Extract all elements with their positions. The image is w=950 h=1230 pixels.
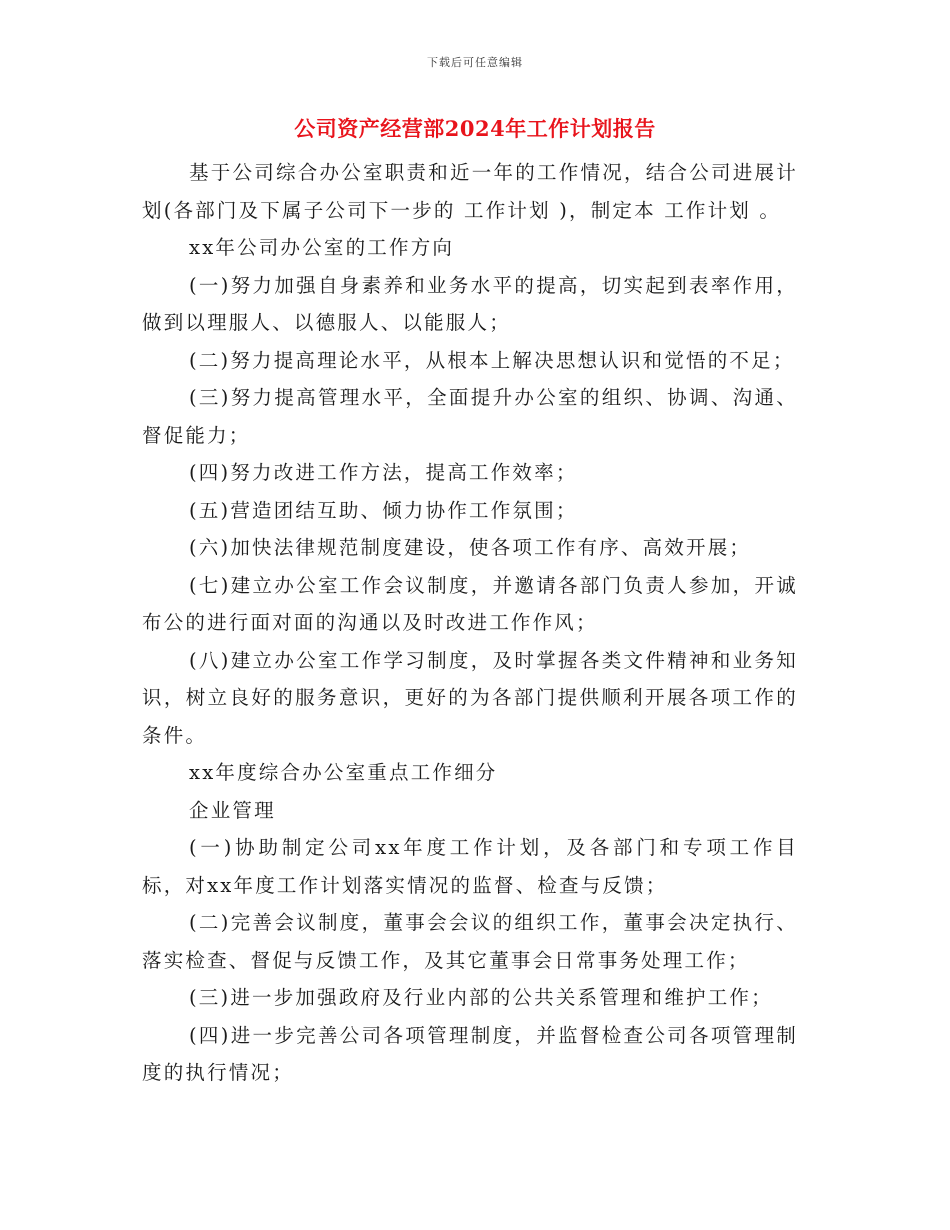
paragraph: (三)进一步加强政府及行业内部的公共关系管理和维护工作； [189, 986, 773, 1009]
paragraph: (四)进一步完善公司各项管理制度，并监督检查公司各项管理制度的执行情况； [142, 1023, 798, 1084]
section-heading: xx年度综合办公室重点工作细分 [189, 761, 498, 784]
paragraph: (六)加快法律规范制度建设，使各项工作有序、高效开展； [189, 536, 752, 559]
paragraph: 基于公司综合办公室职责和近一年的工作情况，结合公司进展计划(各部门及下属子公司下一步的 工作计划 )，制定本 工作计划 。 [142, 161, 798, 222]
section-heading: 企业管理 [189, 798, 276, 822]
section-heading: xx年公司办公室的工作方向 [189, 236, 455, 259]
paragraph: (五)营造团结互助、倾力协作工作氛围； [189, 498, 578, 522]
paragraph: (七)建立办公室工作会议制度，并邀请各部门负责人参加，开诚布公的进行面对面的沟通以及时改进工作作风； [142, 573, 798, 634]
paragraph: (一)努力加强自身素养和业务水平的提高，切实起到表率作用，做到以理服人、以德服人、以能服人； [142, 273, 798, 334]
header-note: 下载后可任意编辑 [427, 56, 523, 69]
paragraph: (八)建立办公室工作学习制度，及时掌握各类文件精神和业务知识，树立良好的服务意识，更好的为各部门提供顺利开展各项工作的条件。 [142, 648, 798, 747]
document-title: 公司资产经营部2024年工作计划报告 [294, 116, 656, 141]
paragraph: (一)协助制定公司xx年度工作计划，及各部门和专项工作目标，对xx年度工作计划落实情况的监督、检查与反馈； [142, 836, 798, 897]
document-body [142, 154, 798, 1092]
paragraph: (二)完善会议制度，董事会会议的组织工作，董事会决定执行、落实检查、督促与反馈工作，及其它董事会日常事务处理工作； [142, 911, 798, 972]
paragraph: (四)努力改进工作方法，提高工作效率； [189, 461, 578, 484]
paragraph: (三)努力提高管理水平，全面提升办公室的组织、协调、沟通、督促能力； [142, 386, 798, 447]
paragraph: (二)努力提高理论水平，从根本上解决思想认识和觉悟的不足； [189, 348, 795, 372]
